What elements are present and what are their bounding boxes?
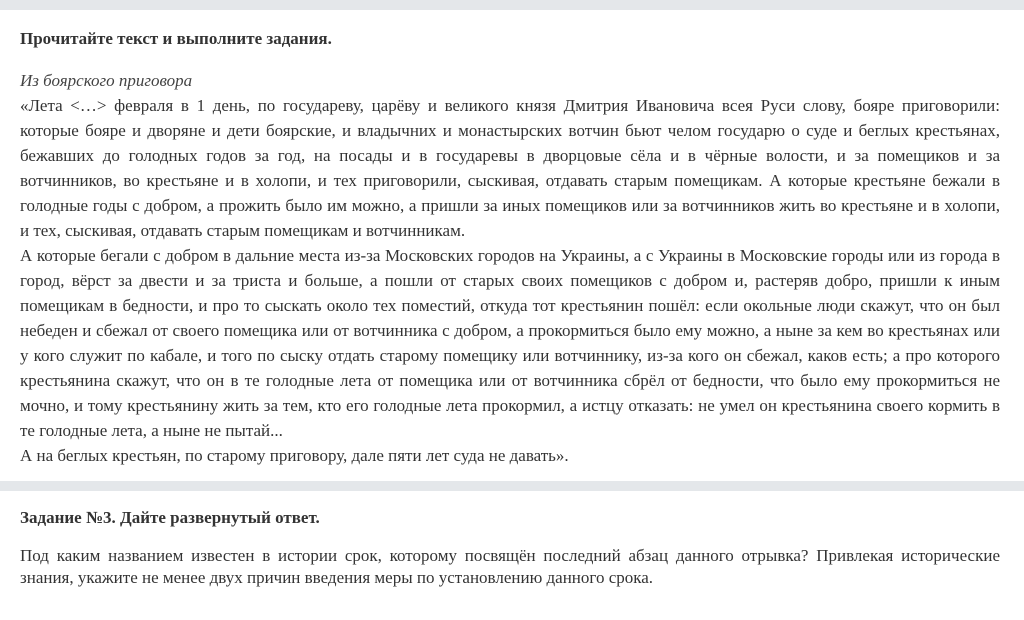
task-question: Под каким названием известен в истории срок, которому посвящён последний абзац данного отрывка? Привлекая исторические знания, укажите не менее двух причин введения меры по установлению данного срока. xyxy=(20,546,1000,587)
top-divider xyxy=(0,0,1024,10)
task-title: Задание №3. Дайте развернутый ответ. xyxy=(20,508,320,527)
reading-instruction: Прочитайте текст и выполните задания. xyxy=(20,29,332,48)
source-title: Из боярского приговора xyxy=(20,71,193,90)
reading-section xyxy=(20,29,1000,468)
excerpt-paragraph-2: А которые бегали с добром в дальние места из-за Московских городов на Украины, а с Украины в Московские городы или из города в город, вёрст за двести и за триста и больше, а пошли от старых своих помещиков с добром и, растеряв добро, пришли к иным помещикам в бедности, и про то сыскать около тех поместий, откуда тот крестьянин пошёл: если окольные люди скажут, что он был небеден и сбежал от своего помещика или от вотчинника с добром, а прокормиться было ему можно, а ныне за кем во крестьянах или у кого служит по кабале, и того по сыску отдать старому помещику или вотчиннику, из-за кого он сбежал, каков есть; а про которого крестьянина скажут, что он в те голодные лета от помещика или от вотчинника сбрёл от бедности, что было ему прокормиться не мочно, и тому крестьянину жить за тем, кто его голодные лета прокормил, а истцу отказать: не умел он крестьянина своего кормить в те голодные лета, а ныне не пытай... xyxy=(20,246,1000,440)
excerpt-paragraph-3: А на беглых крестьян, по старому приговору, дале пяти лет суда не давать». xyxy=(20,446,569,465)
section-divider xyxy=(0,481,1024,491)
excerpt-paragraph-1: «Лета <…> февраля в 1 день, по государеву, царёву и великого князя Дмитрия Ивановича всея Руси слову, бояре приговорили: которые бояре и дворяне и дети боярские, и владычних и монастырских вотчин бьют челом государю о суде и беглых крестьянах, бежавших до голодных годов за год, на посады и в государевы в дворцовые сёла и в чёрные волости, и за помещиков и за вотчинников, во крестьяне и в холопи, и тех приговорили, сыскивая, отдавать старым помещикам. А которые крестьяне бежали в голодные годы с добром, а прожить было им можно, а пришли за иных помещиков или за вотчинников жить во крестьяне и в холопи, и тех, сыскивая, отдавать старым помещикам и вотчинникам. xyxy=(20,96,1000,240)
task-section xyxy=(20,508,1000,589)
